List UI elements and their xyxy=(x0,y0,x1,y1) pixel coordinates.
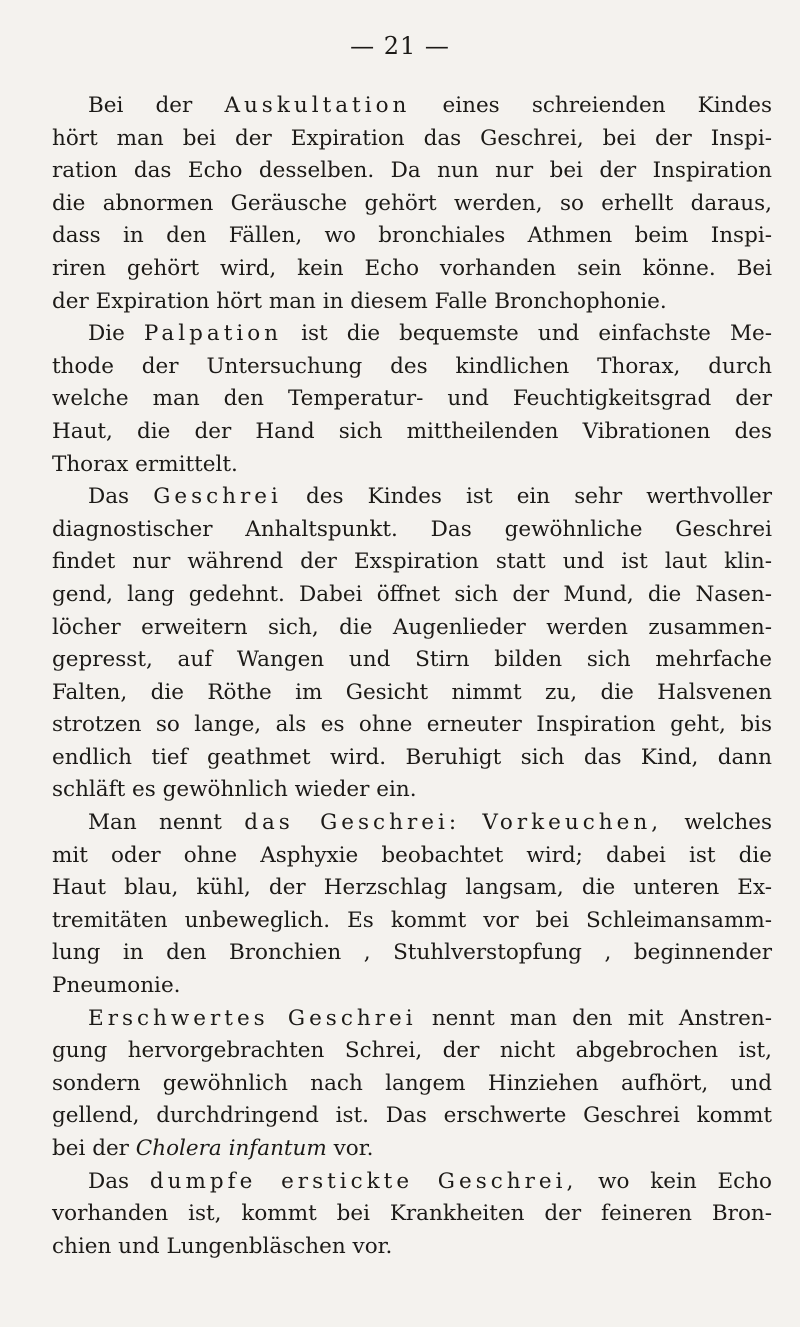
page-number: — 21 — xyxy=(350,32,450,60)
text-line: dass in den Fällen, wo bronchiales Athmen beim Inspi- xyxy=(52,223,772,249)
text-line: bei der Cholera infantum vor. xyxy=(52,1136,374,1161)
text-line: vorhanden ist, kommt bei Krankheiten der feineren Bron- xyxy=(52,1201,772,1227)
text-line: Thorax ermittelt. xyxy=(52,451,238,477)
text-line: riren gehört wird, kein Echo vorhanden sein könne. Bei xyxy=(52,255,772,281)
text-line: tremitäten unbeweglich. Es kommt vor bei Schleimansamm- xyxy=(52,907,772,933)
text-line: Die Palpation ist die bequemste und einfachste Me- xyxy=(88,321,772,347)
emphasis-vorkeuchen: Vorkeuchen, xyxy=(482,810,663,836)
text-line: gend, lang gedehnt. Dabei öffnet sich der Mund, die Nasen- xyxy=(52,581,772,607)
text-line: gung hervorgebrachten Schrei, der nicht abgebrochen ist, xyxy=(52,1038,772,1064)
paragraph-erschwertes-geschrei xyxy=(52,1003,772,1166)
emphasis-geschrei: Geschrei xyxy=(153,484,282,510)
text-line: endlich tief geathmet wird. Beruhigt sich das Kind, dann xyxy=(52,744,772,770)
text-line: mit oder ohne Asphyxie beobachtet wird; dabei ist die xyxy=(52,842,772,868)
emphasis-auskultation: Auskultation xyxy=(224,93,411,118)
text-line: Pneumonie. xyxy=(52,973,181,999)
text-line: Das Geschrei des Kindes ist ein sehr werthvoller xyxy=(88,484,772,510)
text-line: sondern gewöhnlich nach langem Hinziehen aufhört, und xyxy=(52,1070,772,1096)
text-line: gellend, durchdringend ist. Das erschwerte Geschrei kommt xyxy=(52,1103,772,1129)
text-line: die abnormen Geräusche gehört werden, so erhellt daraus, xyxy=(52,190,772,216)
text-line: Haut blau, kühl, der Herzschlag langsam, die unteren Ex- xyxy=(52,875,772,901)
emphasis-erschwertes-geschrei: Erschwertes Geschrei xyxy=(88,1005,417,1031)
emphasis-das-geschrei: das Geschrei: xyxy=(244,810,461,836)
paragraph-geschrei xyxy=(52,481,772,807)
text-line: Falten, die Röthe im Gesicht nimmt zu, die Halsvenen xyxy=(52,679,772,705)
text-line: Haut, die der Hand sich mittheilenden Vibrationen des xyxy=(52,418,772,444)
text-line: thode der Untersuchung des kindlichen Thorax, durch xyxy=(52,353,772,379)
text-line: gepresst, auf Wangen und Stirn bilden sich mehrfache xyxy=(52,647,772,673)
text-line: hört man bei der Expiration das Geschrei, bei der Inspi- xyxy=(52,125,772,151)
emphasis-cholera-infantum: Cholera infantum xyxy=(135,1136,327,1161)
text-line: schläft es gewöhnlich wieder ein. xyxy=(52,777,417,803)
paragraph-dumpfe-geschrei xyxy=(52,1166,772,1264)
paragraph-auskultation xyxy=(52,90,772,318)
paragraph-vorkeuchen xyxy=(52,807,772,1003)
text-line: Das dumpfe erstickte Geschrei, wo kein Echo xyxy=(88,1168,772,1194)
text-line: Man nennt das Geschrei: Vorkeuchen, welches xyxy=(88,810,772,836)
text-line: Erschwertes Geschrei nennt man den mit Anstren- xyxy=(88,1005,772,1031)
text-line: welche man den Temperatur- und Feuchtigkeitsgrad der xyxy=(52,386,772,412)
text-line: chien und Lungenbläschen vor. xyxy=(52,1233,393,1259)
paragraph-palpation xyxy=(52,318,772,481)
text-line: lung in den Bronchien , Stuhlverstopfung , beginnender xyxy=(52,940,772,966)
text-line: der Expiration hört man in diesem Falle Bronchophonie. xyxy=(52,288,667,314)
text-line: findet nur während der Exspiration statt und ist laut klin- xyxy=(52,549,772,575)
text-line: strotzen so lange, als es ohne erneuter Inspiration geht, bis xyxy=(52,712,772,738)
body-text xyxy=(52,90,772,1263)
text-line: diagnostischer Anhaltspunkt. Das gewöhnliche Geschrei xyxy=(52,516,772,542)
emphasis-dumpfe-geschrei: dumpfe erstickte Geschrei, xyxy=(149,1168,578,1194)
emphasis-palpation: Palpation xyxy=(143,321,283,347)
text-line: Bei der Auskultation eines schreienden Kindes xyxy=(88,93,772,118)
text-line: löcher erweitern sich, die Augenlieder werden zusammen- xyxy=(52,614,772,640)
text-line: ration das Echo desselben. Da nun nur bei der Inspiration xyxy=(52,158,772,184)
